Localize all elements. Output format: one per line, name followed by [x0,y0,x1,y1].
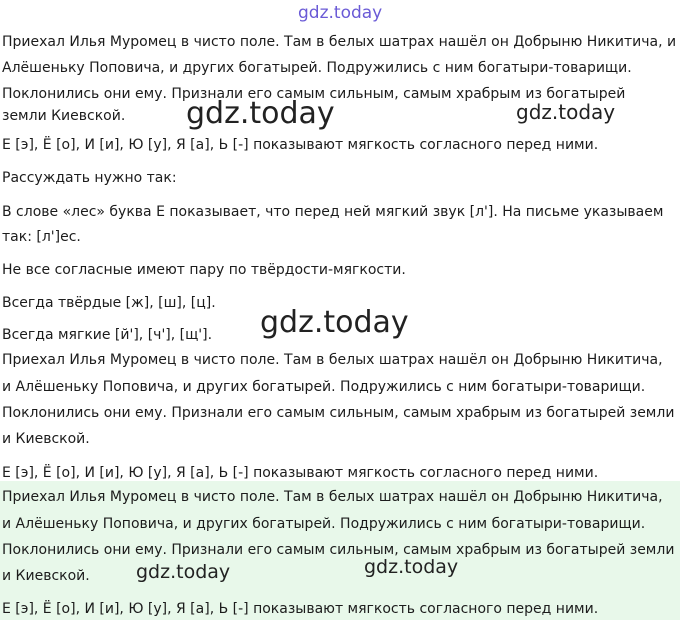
watermark-small: gdz.today [136,561,231,583]
paragraph2-line: и Киевской. [2,431,90,447]
paragraph2-line: Поклонились они ему. Признали его самым сильным, самым храбрым из богатырей земли [2,405,675,421]
paragraph1-line: земли Киевской. [2,108,126,124]
watermark-small: gdz.today [364,556,459,578]
always-hard: Всегда твёрдые [ж], [ш], [ц]. [2,295,216,311]
rule-line-1: Е [э], Ё [о], И [и], Ю [у], Я [а], Ь [-] показывают мягкость согласного перед ними. [2,137,599,153]
always-soft: Всегда мягкие [й'], [ч'], [щ']. [2,327,213,343]
paragraph2-line: и Алёшеньку Поповича, и других богатырей. Подружились с ним богатыри-товарищи. [2,379,646,395]
watermark-large: gdz.today [260,305,409,340]
watermark-top: gdz.today [298,3,383,23]
paragraph1-line: Поклонились они ему. Признали его самым сильным, самым храбрым из богатырей [2,86,626,102]
rule-line-3: Е [э], Ё [о], И [и], Ю [у], Я [а], Ь [-] показывают мягкость согласного перед ними. [2,601,599,617]
paragraph3-line: и Киевской. [2,568,90,584]
reason-heading: Рассуждать нужно так: [2,170,177,186]
paragraph1-line: Приехал Илья Муромец в чисто поле. Там в белых шатрах нашёл он Добрыню Никитича, и [2,34,677,50]
reason-text-line: так: [л']ес. [2,229,81,245]
paragraph2-line: Приехал Илья Муромец в чисто поле. Там в белых шатрах нашёл он Добрыню Никитича, [2,352,663,368]
pair-note: Не все согласные имеют пару по твёрдости-мягкости. [2,262,406,278]
watermark-small: gdz.today [516,100,616,124]
rule-line-2: Е [э], Ё [о], И [и], Ю [у], Я [а], Ь [-] показывают мягкость согласного перед ними. [2,465,599,481]
paragraph1-line: Алёшеньку Поповича, и других богатырей. Подружились с ним богатыри-товарищи. [2,60,632,76]
paragraph3-line: Поклонились они ему. Признали его самым сильным, самым храбрым из богатырей земли [2,542,675,558]
watermark-large: gdz.today [186,96,335,131]
reason-text-line: В слове «лес» буква Е показывает, что перед ней мягкий звук [л']. На письме указываем [2,204,664,220]
paragraph3-line: Приехал Илья Муромец в чисто поле. Там в белых шатрах нашёл он Добрыню Никитича, [2,489,663,505]
paragraph3-line: и Алёшеньку Поповича, и других богатырей. Подружились с ним богатыри-товарищи. [2,516,646,532]
